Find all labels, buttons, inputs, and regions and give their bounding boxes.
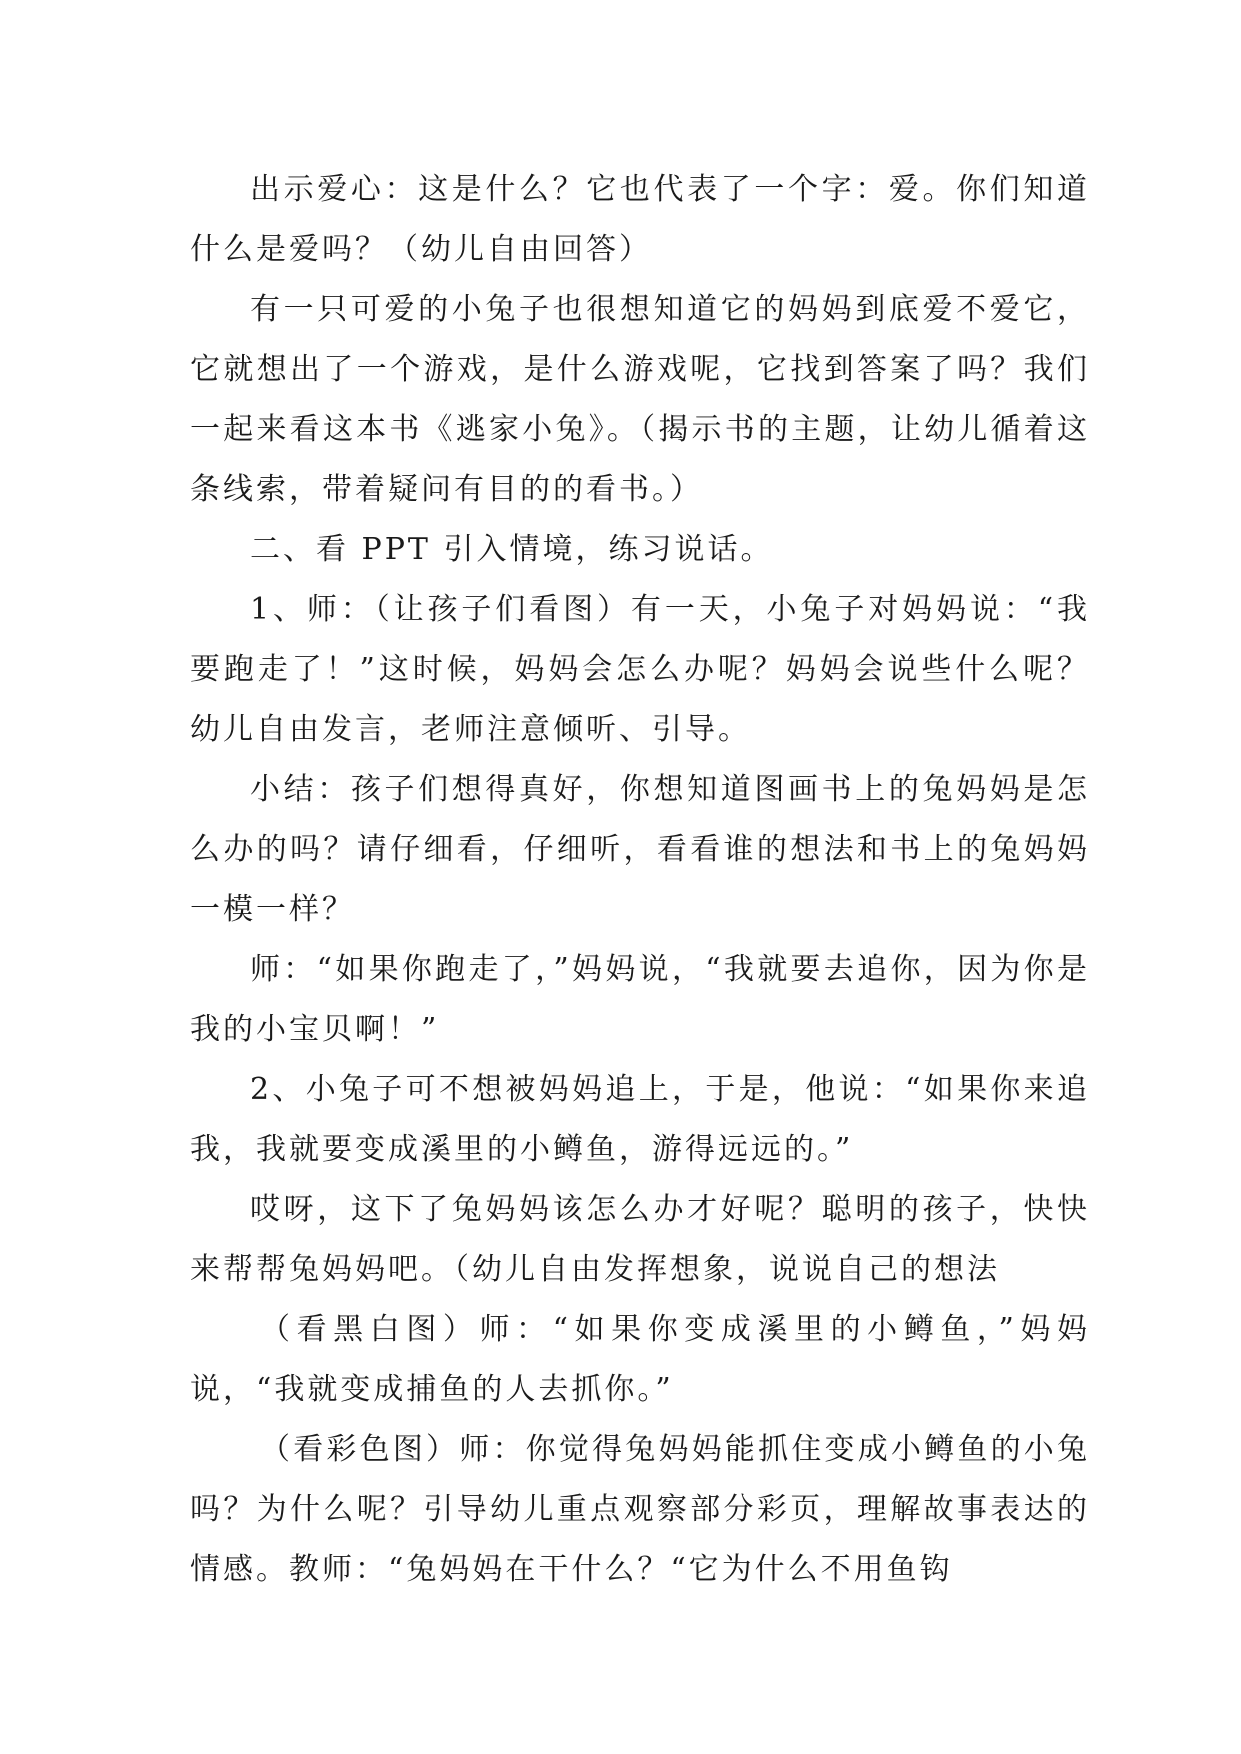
paragraph-1: 出示爱心：这是什么？它也代表了一个字：爱。你们知道什么是爱吗？（幼儿自由回答） <box>190 172 1090 267</box>
paragraph-3: 二、看 PPT 引入情境，练习说话。 <box>250 532 774 567</box>
paragraph-2: 有一只可爱的小兔子也很想知道它的妈妈到底爱不爱它，它就想出了一个游戏，是什么游戏呢，它找到答案了吗？我们一起来看这本书《逃家小兔》。（揭示书的主题，让幼儿循着这条线索，带着疑问有目的的看书。） <box>190 292 1090 507</box>
paragraph-10: （看彩色图）师：你觉得兔妈妈能抓住变成小鳟鱼的小兔吗？为什么呢？引导幼儿重点观察部分彩页，理解故事表达的情感。教师：“兔妈妈在干什么？“它为什么不用鱼钩 <box>190 1432 1090 1587</box>
paragraph-7: 2、小兔子可不想被妈妈追上，于是，他说：“如果你来追我，我就要变成溪里的小鳟鱼，游得远远的。” <box>190 1072 1090 1167</box>
paragraph-4: 1、师：（让孩子们看图）有一天，小兔子对妈妈说：“我要跑走了！”这时候，妈妈会怎么办呢？妈妈会说些什么呢？幼儿自由发言，老师注意倾听、引导。 <box>190 592 1090 747</box>
paragraph-6: 师：“如果你跑走了，”妈妈说，“我就要去追你，因为你是我的小宝贝啊！” <box>190 952 1090 1047</box>
paragraph-8: 哎呀，这下了兔妈妈该怎么办才好呢？聪明的孩子，快快来帮帮兔妈妈吧。（幼儿自由发挥想象，说说自己的想法 <box>190 1192 1090 1287</box>
paragraph-9: （看黑白图）师：“如果你变成溪里的小鳟鱼，”妈妈说，“我就变成捕鱼的人去抓你。” <box>190 1312 1090 1407</box>
paragraph-5: 小结：孩子们想得真好，你想知道图画书上的兔妈妈是怎么办的吗？请仔细看，仔细听，看看谁的想法和书上的兔妈妈一模一样？ <box>190 772 1090 927</box>
document-body <box>190 160 1090 1600</box>
